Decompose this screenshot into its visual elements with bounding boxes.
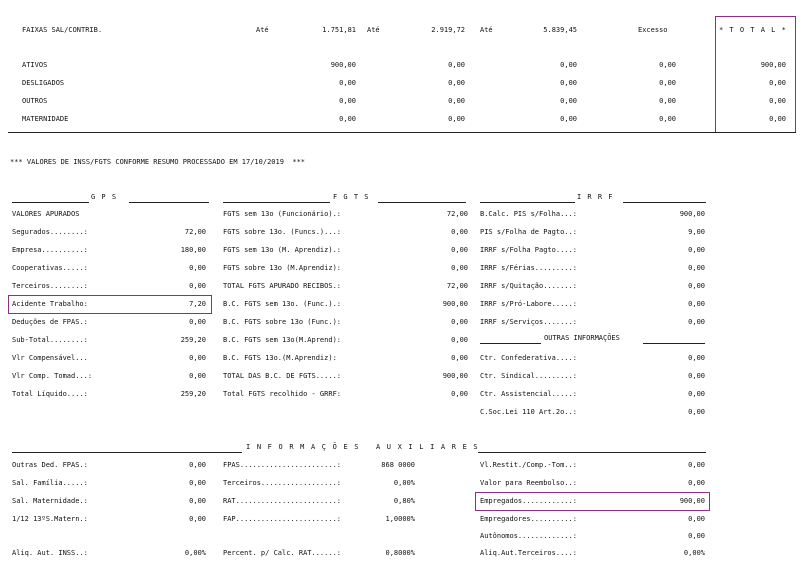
faixas-cell: 900,00 — [330, 61, 356, 69]
gps-label: Deduções de FPAS.: — [12, 318, 88, 326]
faixas-cell: 0,00 — [339, 79, 356, 87]
aux-right-value: 0,00 — [688, 532, 705, 540]
fgts-title: F G T S — [333, 193, 370, 201]
aux-mid-value: 0,00% — [393, 479, 415, 487]
gps-value: 0,00 — [189, 318, 206, 326]
acidente-trabalho-highlight — [8, 295, 212, 314]
aux-left-label: 1/12 13ºS.Matern.: — [12, 515, 88, 523]
gps-label: Segurados........: — [12, 228, 88, 236]
fgts-value: 0,00 — [451, 318, 468, 326]
fgts-label: B.C. FGTS 13o.(M.Aprendiz): — [223, 354, 337, 362]
fgts-label: FGTS sobre 13o (M.Aprendiz): — [223, 264, 342, 272]
outras-label: C.Soc.Lei 110 Art.2o..: — [480, 408, 577, 416]
irrf-value: 0,00 — [688, 246, 705, 254]
aux-right-label: Valor para Reembolso..: — [480, 479, 577, 487]
irrf-label: B.Calc. PIS s/Folha...: — [480, 210, 577, 218]
gps-label: Empresa..........: — [12, 246, 88, 254]
faixas-header-label: FAIXAS SAL/CONTRIB. — [22, 26, 103, 34]
outras-value: 0,00 — [688, 390, 705, 398]
aux-mid-value: 1,0000% — [385, 515, 415, 523]
faixas-cell: 0,00 — [448, 79, 465, 87]
faixas-cell: 0,00 — [560, 61, 577, 69]
aux-mid-value: 868 0000 — [381, 461, 415, 469]
faixas-header-limit1: 1.751,81 — [322, 26, 356, 34]
gps-label: Acidente Trabalho: — [12, 300, 88, 308]
aux-mid-label: FAP........................: — [223, 515, 342, 523]
aux-mid-label: FPAS.......................: — [223, 461, 342, 469]
gps-label: Vlr Comp. Tomad...: — [12, 372, 93, 380]
gps-value: 259,20 — [180, 390, 206, 398]
gps-value: 0,00 — [189, 354, 206, 362]
fgts-label: FGTS sem 13o (Funcionário).: — [223, 210, 342, 218]
aux-right-value: 0,00% — [683, 549, 705, 557]
gps-title: G P S — [91, 193, 118, 201]
aux-right-label: Empregados............: — [480, 497, 577, 505]
irrf-value: 9,00 — [688, 228, 705, 236]
irrf-value: 0,00 — [688, 282, 705, 290]
faixas-total-cell: 900,00 — [760, 61, 786, 69]
faixas-cell: 0,00 — [339, 97, 356, 105]
aux-left-value: 0,00 — [189, 461, 206, 469]
faixas-cell: 0,00 — [448, 61, 465, 69]
aux-left-label: Aliq. Aut. INSS..: — [12, 549, 88, 557]
faixas-header-ate1: Até — [256, 26, 269, 34]
gps-label: VALORES APURADOS — [12, 210, 80, 218]
faixas-cell: 0,00 — [560, 79, 577, 87]
faixas-header-limit2: 2.919,72 — [431, 26, 465, 34]
irrf-label: IRRF s/Pró-Labore.....: — [480, 300, 577, 308]
aux-mid-label: RAT........................: — [223, 497, 342, 505]
irrf-label: IRRF s/Férias.........: — [480, 264, 577, 272]
gps-value: 259,20 — [180, 336, 206, 344]
irrf-rule-left — [480, 202, 575, 203]
outras-rule-right — [643, 343, 705, 344]
aux-right-label: Aliq.Aut.Terceiros....: — [480, 549, 577, 557]
aux-right-value: 0,00 — [688, 479, 705, 487]
outras-value: 0,00 — [688, 372, 705, 380]
faixas-total-cell: 0,00 — [769, 115, 786, 123]
outras-label: Ctr. Sindical.........: — [480, 372, 577, 380]
faixas-cell: 0,00 — [659, 79, 676, 87]
fgts-label: B.C. FGTS sem 13o(M.Aprend): — [223, 336, 342, 344]
fgts-label: TOTAL DAS B.C. DE FGTS.....: — [223, 372, 342, 380]
fgts-value: 900,00 — [442, 372, 468, 380]
aux-right-label: Empregadores..........: — [480, 515, 577, 523]
fgts-label: B.C. FGTS sem 13o. (Func.).: — [223, 300, 342, 308]
outras-title: OUTRAS INFORMAÇÕES — [544, 334, 620, 342]
aux-left-value: 0,00 — [189, 479, 206, 487]
fgts-value: 0,00 — [451, 354, 468, 362]
aux-right-value: 0,00 — [688, 461, 705, 469]
aux-right-value: 0,00 — [688, 515, 705, 523]
gps-value: 180,00 — [180, 246, 206, 254]
faixas-cell: 0,00 — [560, 97, 577, 105]
irrf-value: 900,00 — [679, 210, 705, 218]
faixas-bottom-rule — [8, 132, 796, 133]
aux-mid-label: Percent. p/ Calc. RAT......: — [223, 549, 342, 557]
faixas-row-label: MATERNIDADE — [22, 115, 69, 123]
faixas-cell: 0,00 — [659, 97, 676, 105]
irrf-label: IRRF s/Quitação.......: — [480, 282, 577, 290]
faixas-cell: 0,00 — [560, 115, 577, 123]
gps-value: 0,00 — [189, 264, 206, 272]
empregados-highlight — [475, 492, 710, 511]
faixas-header-total: * T O T A L * — [719, 26, 787, 34]
fgts-value: 0,00 — [451, 390, 468, 398]
faixas-row-label: DESLIGADOS — [22, 79, 65, 87]
faixas-row-label: OUTROS — [22, 97, 48, 105]
gps-label: Total Líquido....: — [12, 390, 88, 398]
fgts-label: FGTS sobre 13o. (Funcs.)...: — [223, 228, 342, 236]
outras-value: 0,00 — [688, 408, 705, 416]
irrf-label: IRRF s/Folha Pagto....: — [480, 246, 577, 254]
irrf-label: PIS s/Folha de Pagto..: — [480, 228, 577, 236]
fgts-rule-left — [223, 202, 330, 203]
fgts-rule-right — [378, 202, 466, 203]
aux-right-value: 900,00 — [679, 497, 705, 505]
aux-rule-right — [478, 452, 706, 453]
gps-label: Terceiros........: — [12, 282, 88, 290]
aux-right-label: Vl.Restit./Comp.-Tom..: — [480, 461, 577, 469]
faixas-total-cell: 0,00 — [769, 97, 786, 105]
outras-rule-left — [480, 343, 541, 344]
faixas-header-ate3: Até — [480, 26, 493, 34]
fgts-value: 0,00 — [451, 246, 468, 254]
faixas-cell: 0,00 — [659, 115, 676, 123]
aux-left-value: 0,00% — [184, 549, 206, 557]
irrf-rule-right — [623, 202, 706, 203]
gps-value: 7,20 — [189, 300, 206, 308]
resumo-notice: *** VALORES DE INSS/FGTS CONFORME RESUMO PROCESSADO EM 17/10/2019 *** — [10, 158, 306, 166]
gps-label: Cooperativas.....: — [12, 264, 88, 272]
aux-mid-label: Terceiros..................: — [223, 479, 342, 487]
faixas-cell: 0,00 — [448, 115, 465, 123]
irrf-title: I R R F — [577, 193, 614, 201]
outras-label: Ctr. Assistencial.....: — [480, 390, 577, 398]
faixas-total-cell: 0,00 — [769, 79, 786, 87]
gps-value: 0,00 — [189, 282, 206, 290]
faixas-header-limit3: 5.839,45 — [543, 26, 577, 34]
faixas-cell: 0,00 — [659, 61, 676, 69]
faixas-cell: 0,00 — [339, 115, 356, 123]
fgts-label: TOTAL FGTS APURADO RECIBOS.: — [223, 282, 342, 290]
aux-left-label: Sal. Família.....: — [12, 479, 88, 487]
aux-rule-left — [12, 452, 242, 453]
faixas-header-excesso: Excesso — [638, 26, 668, 34]
fgts-label: Total FGTS recolhido - GRRF: — [223, 390, 342, 398]
aux-mid-value: 0,80% — [393, 497, 415, 505]
fgts-value: 72,00 — [446, 282, 468, 290]
faixas-cell: 0,00 — [448, 97, 465, 105]
aux-left-value: 0,00 — [189, 497, 206, 505]
gps-rule-left — [12, 202, 89, 203]
gps-rule-right — [129, 202, 209, 203]
aux-title: I N F O R M A Ç Õ E S A U X I L I A R E S — [246, 443, 479, 451]
outras-value: 0,00 — [688, 354, 705, 362]
irrf-label: IRRF s/Serviços.......: — [480, 318, 577, 326]
gps-label: Vlr Compensável... — [12, 354, 88, 362]
gps-value: 0,00 — [189, 372, 206, 380]
fgts-label: FGTS sem 13o (M. Aprendiz).: — [223, 246, 342, 254]
aux-left-label: Outras Ded. FPAS.: — [12, 461, 88, 469]
fgts-value: 0,00 — [451, 228, 468, 236]
fgts-value: 0,00 — [451, 264, 468, 272]
irrf-value: 0,00 — [688, 264, 705, 272]
aux-left-label: Sal. Maternidade.: — [12, 497, 88, 505]
gps-value: 72,00 — [184, 228, 206, 236]
irrf-value: 0,00 — [688, 318, 705, 326]
faixas-header-ate2: Até — [367, 26, 380, 34]
faixas-row-label: ATIVOS — [22, 61, 48, 69]
fgts-value: 0,00 — [451, 336, 468, 344]
outras-label: Ctr. Confederativa....: — [480, 354, 577, 362]
aux-right-label: Autônomos.............: — [480, 532, 577, 540]
gps-label: Sub-Total........: — [12, 336, 88, 344]
aux-left-value: 0,00 — [189, 515, 206, 523]
fgts-value: 72,00 — [446, 210, 468, 218]
irrf-value: 0,00 — [688, 300, 705, 308]
aux-mid-value: 0,8000% — [385, 549, 415, 557]
fgts-label: B.C. FGTS sobre 13o (Func.): — [223, 318, 342, 326]
fgts-value: 900,00 — [442, 300, 468, 308]
